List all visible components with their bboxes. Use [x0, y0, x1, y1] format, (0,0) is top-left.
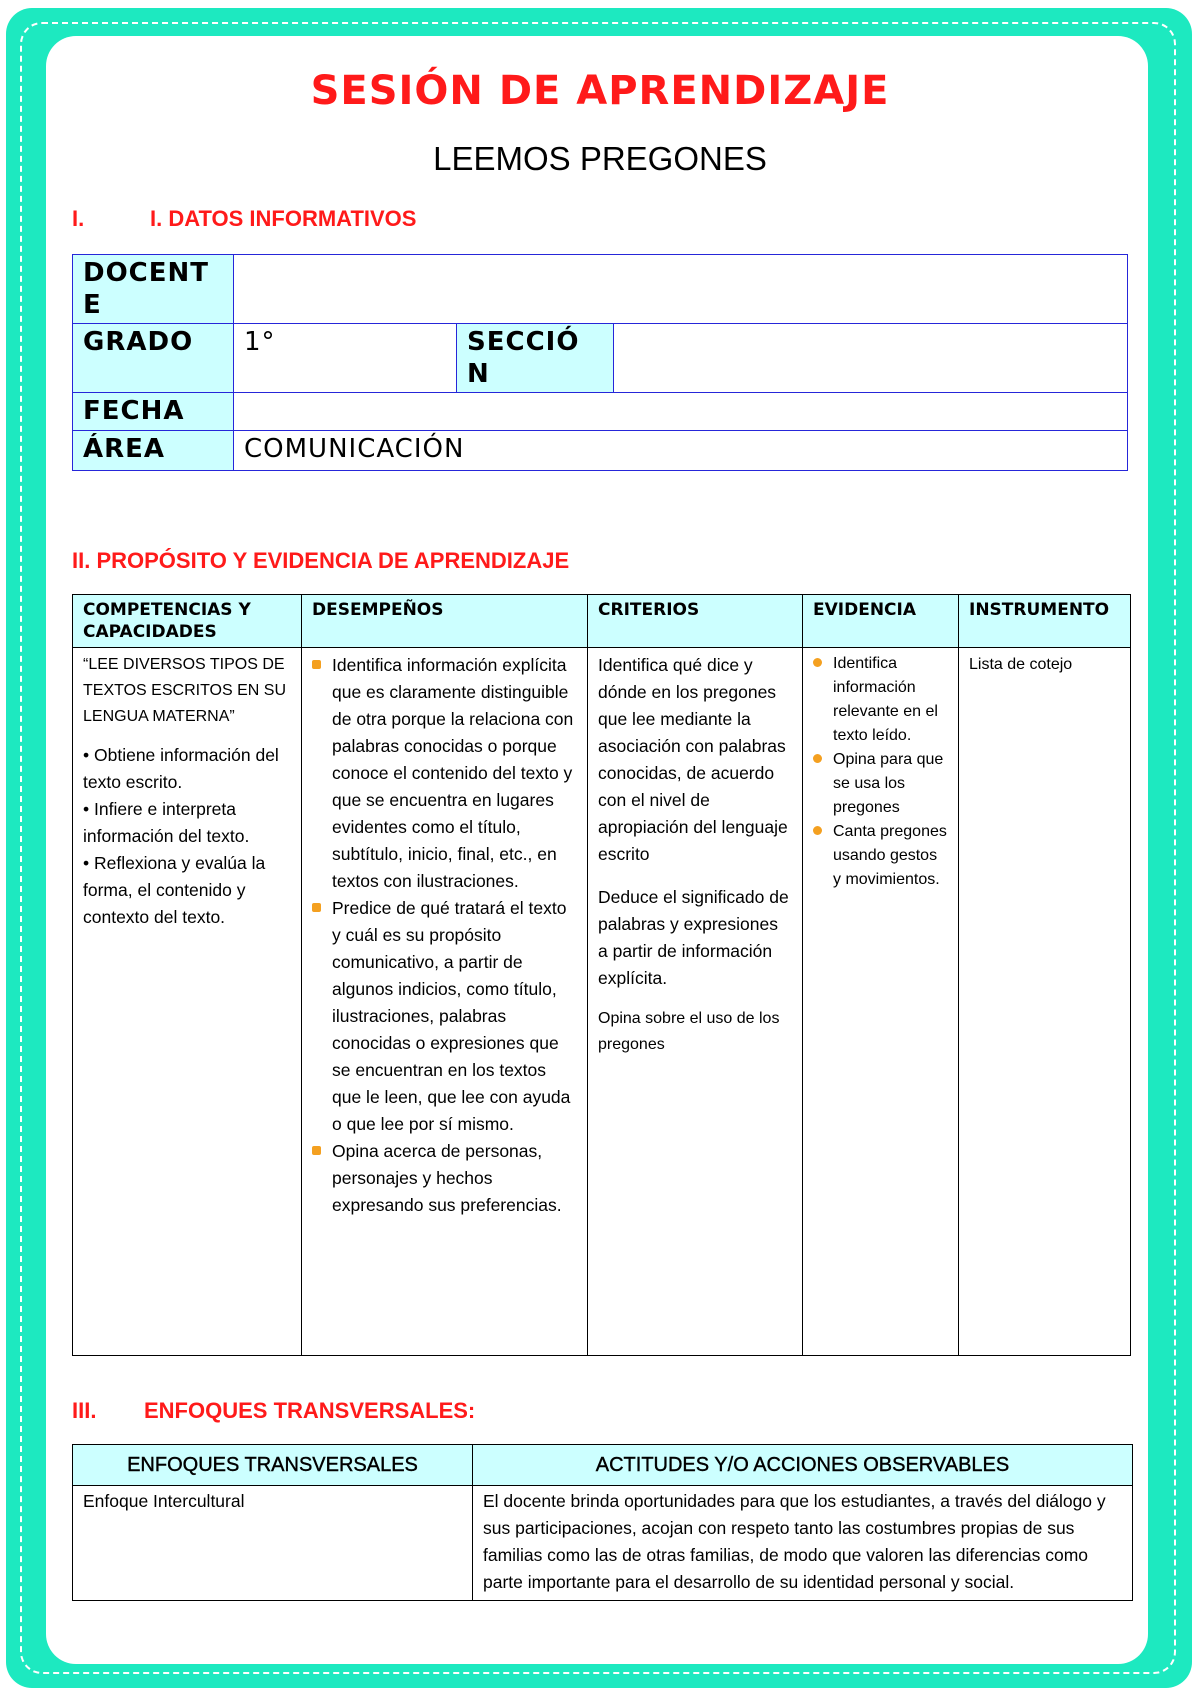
area-value: COMUNICACIÓN — [234, 431, 1128, 471]
evidencia-item: Opina para que se usa los pregones — [813, 748, 948, 820]
evidencia-cell — [803, 648, 959, 1356]
seccion-label: SECCIÓ N — [457, 324, 614, 393]
instrumento-cell: Lista de cotejo — [959, 648, 1131, 1356]
evidencia-item: Identifica información relevante en el texto leído. — [813, 652, 948, 748]
capacidad-item: • Infiere e interpreta información del texto. — [83, 799, 250, 846]
section3-heading: ENFOQUES TRANSVERSALES: — [144, 1398, 476, 1423]
criterio-item: Deduce el significado de palabras y expresiones a partir de información explícita. — [598, 887, 789, 988]
seccion-value — [614, 324, 1128, 393]
section2-heading: II. PROPÓSITO Y EVIDENCIA DE APRENDIZAJE — [72, 548, 570, 573]
header-competencias: COMPETENCIAS Y CAPACIDADES — [73, 595, 302, 648]
fecha-value — [234, 393, 1128, 431]
section1-number: I. — [72, 206, 85, 231]
desempeno-item: Identifica información explícita que es claramente distinguible de otra porque la relaciona con palabras conocidas o porque conoce el contenido del texto y que se encuentra en lugares evidentes como el título, subtítulo, inicio, final, etc., en textos con ilustraciones. — [312, 652, 577, 895]
criterios-cell — [588, 648, 803, 1356]
competencias-cell — [73, 648, 302, 1356]
desempeno-item: Opina acerca de personas, personajes y hechos expresando sus preferencias. — [312, 1138, 577, 1219]
header-acciones: ACTITUDES Y/O ACCIONES OBSERVABLES — [473, 1445, 1133, 1486]
fecha-label: FECHA — [73, 393, 234, 431]
grado-value: 1° — [234, 324, 457, 393]
competencia-text: “LEE DIVERSOS TIPOS DE TEXTOS ESCRITOS EN SU LENGUA MATERNA” — [83, 656, 287, 725]
desempeno-item: Predice de qué tratará el texto y cuál es su propósito comunicativo, a partir de algunos indicios, como título, ilustraciones, palabras conocidas o expresiones que se encuentran en los textos que le leen, que lee con ayuda o que lee por sí mismo. — [312, 895, 577, 1138]
capacidad-item: • Obtiene información del texto escrito. — [83, 745, 279, 792]
header-instrumento: INSTRUMENTO — [959, 595, 1131, 648]
enfoques-table — [72, 1444, 1133, 1601]
capacidad-item: • Reflexiona y evalúa la forma, el contenido y contexto del texto. — [83, 853, 266, 927]
evidencia-item: Canta pregones usando gestos y movimientos. — [813, 820, 948, 892]
document-title: SESIÓN DE APRENDIZAJE — [310, 68, 890, 114]
section3-number: III. — [72, 1398, 97, 1423]
grado-label: GRADO — [73, 324, 234, 393]
criterio-item: Identifica qué dice y dónde en los pregones que lee mediante la asociación con palabras conocidas, de acuerdo con el nivel de apropiación del lenguaje escrito — [598, 655, 788, 864]
document-subtitle: LEEMOS PREGONES — [433, 140, 767, 177]
section1-heading: I. DATOS INFORMATIVOS — [150, 206, 417, 231]
area-label: ÁREA — [73, 431, 234, 471]
docente-label: DOCENT E — [73, 255, 234, 324]
acciones-cell: El docente brinda oportunidades para que los estudiantes, a través del diálogo y sus participaciones, acojan con respeto tanto las costumbres propias de sus familias como las de otras familias, de modo que valoren las diferencias como parte importante para el desarrollo de su identidad personal y social. — [473, 1486, 1133, 1601]
header-evidencia: EVIDENCIA — [803, 595, 959, 648]
criterio-item: Opina sobre el uso de los pregones — [598, 1010, 780, 1053]
desempenos-cell — [302, 648, 588, 1356]
docente-value — [234, 255, 1128, 324]
enfoque-cell: Enfoque Intercultural — [73, 1486, 473, 1601]
header-desempenos: DESEMPEÑOS — [302, 595, 588, 648]
header-criterios: CRITERIOS — [588, 595, 803, 648]
header-enfoques: ENFOQUES TRANSVERSALES — [73, 1445, 473, 1486]
datos-informativos-table — [72, 254, 1128, 471]
proposito-table — [72, 594, 1131, 1356]
